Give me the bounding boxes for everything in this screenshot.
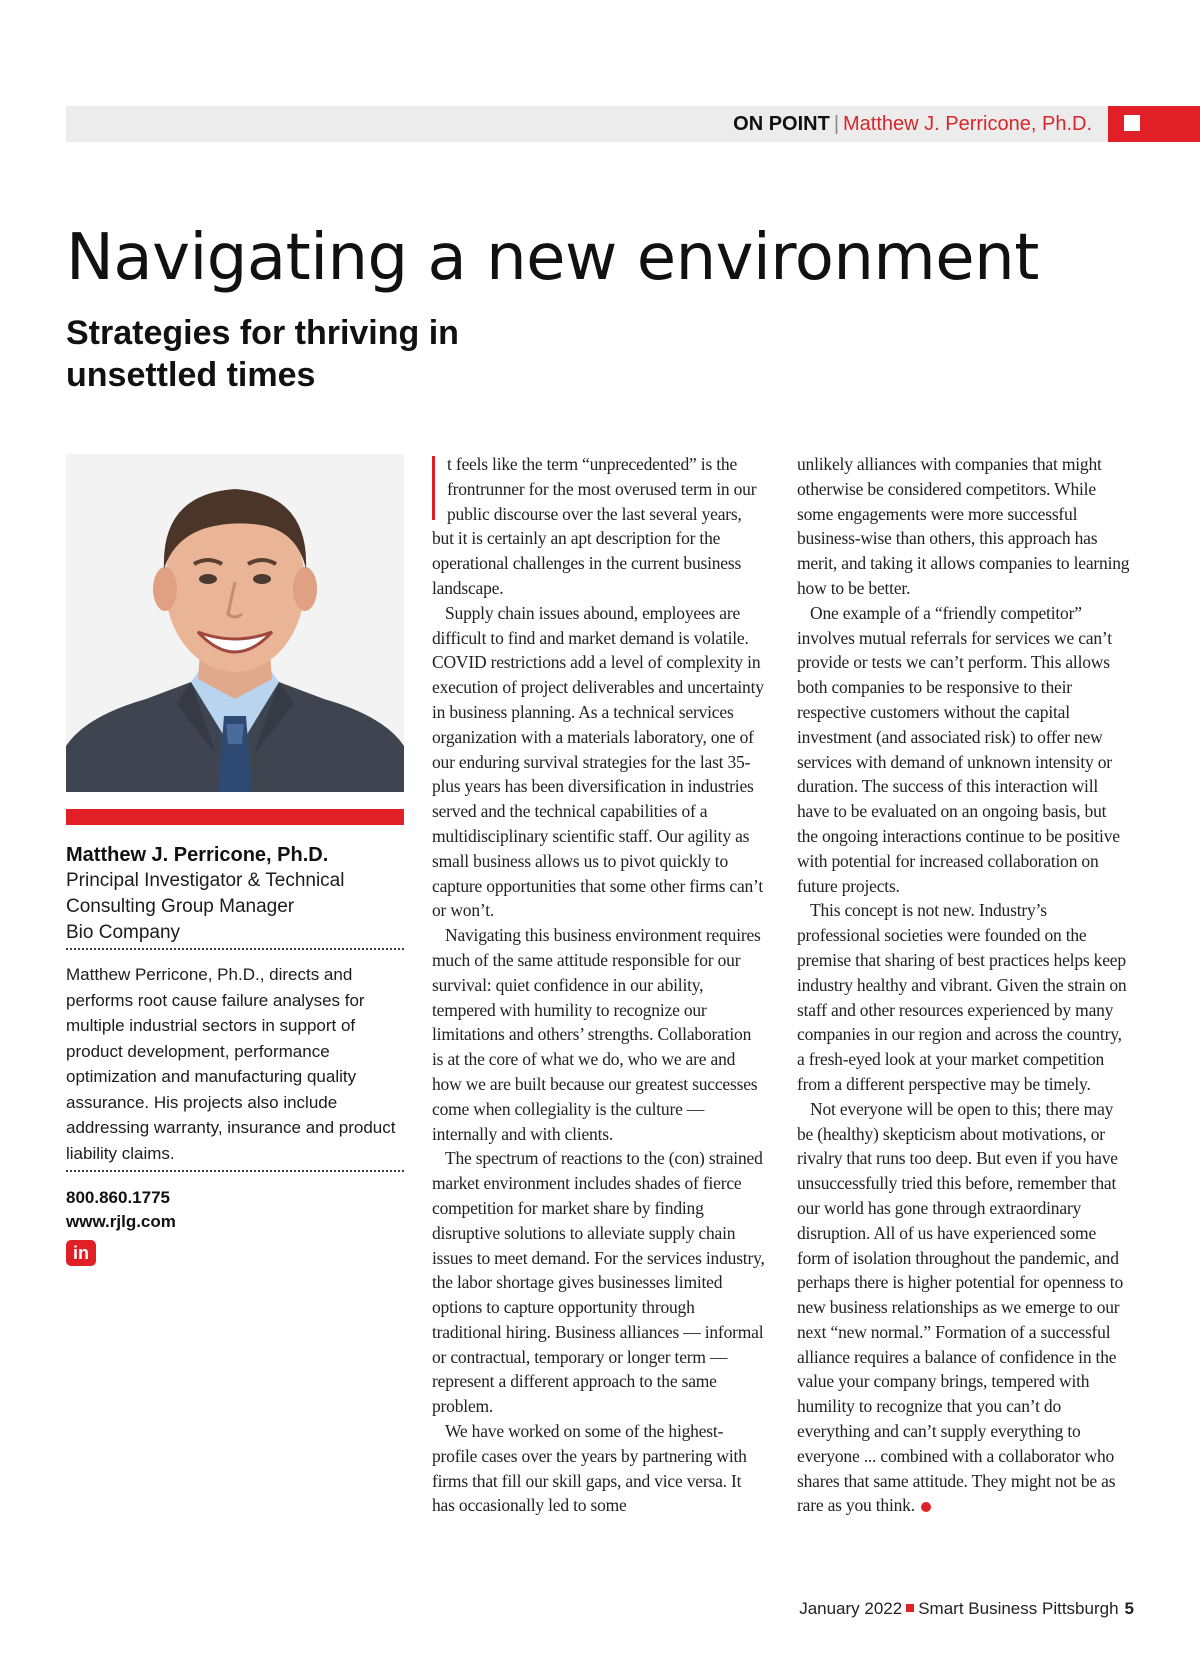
article-paragraph: unlikely alliances with companies that might otherwise be considered competitors. While some engagements were more successful business-wise than others, this approach has merit, and taking it allows companies to learning how to be better. <box>797 454 1130 598</box>
bio-title-line: Consulting Group Manager <box>66 896 295 917</box>
bio-contact <box>66 1186 176 1234</box>
article-paragraph: One example of a “friendly competitor” involves mutual referrals for services we can’t provide or tests we can’t perform. This allows both companies to be responsive to their respective customers without the capital investment (and associated risk) to offer new services with demand of unknown intensity or duration. The success of this interaction will have to be evaluated on an ongoing basis, but the ongoing interactions continue to be positive with potential for increased collaboration on future projects. <box>797 602 1120 896</box>
bio-description: Matthew Perricone, Ph.D., directs and performs root cause failure analyses for multiple industrial sectors in support of product development, performance optimization and manufacturing quality assurance. His projects also include addressing warranty, insurance and product liability claims. <box>66 965 396 1163</box>
article-paragraph: Supply chain issues abound, employees are difficult to find and market demand is volatile. COVID restrictions add a level of complexity in execution of project deliverables and uncertainty in business planning. As a technical services organization with a materials laboratory, one of our enduring survival strategies for the last 35-plus years has been diversification in industries served and the technical capabilities of a multidisciplinary scientific staff. Our agility as small business allows us to pivot quickly to capture opportunities that some other firms can’t or won’t. <box>432 602 764 921</box>
drop-cap-bar <box>432 456 435 520</box>
bio-name: Matthew J. Perricone, Ph.D. <box>66 844 329 866</box>
page-number: 5 <box>1124 1599 1134 1618</box>
article-subheadline: Strategies for thriving in unsettled times <box>66 314 459 394</box>
author-portrait <box>66 454 404 792</box>
paragraph-text: Not everyone will be open to this; there may be (healthy) skepticism about motivations, or rivalry that runs too deep. But even if you have unsuccessfully tried this before, remember that our world has gone through extraordinary disruption. All of us have experienced some form of isolation throughout the pandemic, and perhaps there is higher potential for openness to new business relationships as we emerge to our next “new normal.” Formation of a successful alliance requires a balance of confidence in the value your company brings, tempered with humility to recognize that you can’t do everything and can’t supply everything to everyone ... combined with a collaborator who shares that same attitude. They might not be as rare as you think. <box>797 1098 1124 1516</box>
paragraph-text: t feels like the term “unprecedented” is the frontrunner for the most overused term in our public discourse over the last several years, but it is certainly an apt description for the operational challenges in the current business landscape. <box>432 454 757 598</box>
bio-title-line: Bio Company <box>66 922 181 943</box>
article-paragraph: We have worked on some of the highest-profile cases over the years by partnering with firms that fill our skill gaps, and vice versa. It has occasionally led to some <box>432 1421 747 1516</box>
page-footer <box>799 1598 1134 1620</box>
article-paragraph: This concept is not new. Industry’s professional societies were founded on the premise that sharing of best practices helps keep industry healthy and vibrant. Given the strain on staff and other resources experienced by many companies in our region and across the country, a fresh-eyed look at your market competition from a different perspective may be timely. <box>797 900 1127 1094</box>
header-separator: | <box>833 113 840 135</box>
contact-website[interactable]: www.rjlg.com <box>66 1212 176 1231</box>
bio-divider <box>66 948 404 950</box>
bio-title-line: Principal Investigator & Technical <box>66 870 345 891</box>
section-name: ON POINT <box>733 113 830 135</box>
article-paragraph: Navigating this business environment requires much of the same attitude responsible for our survival: quiet confidence in our ability, tempered with humility to recognize our limitations and others’ strengths. Collaboration is at the core of what we do, who we are and how we are built because our greatest successes come when collegiality is the culture — internally and with clients. <box>432 925 761 1144</box>
contact-phone: 800.860.1775 <box>66 1188 170 1207</box>
section-header-bar <box>66 106 1200 142</box>
footer-date: January 2022 <box>799 1599 903 1618</box>
linkedin-icon[interactable]: in <box>66 1240 96 1266</box>
square-bullet-icon <box>906 1604 914 1612</box>
article-paragraph <box>432 452 766 601</box>
article-column-1 <box>432 452 766 1518</box>
article-headline: Navigating a new environment <box>66 221 1039 295</box>
section-label <box>733 112 1092 136</box>
article-paragraph <box>797 1097 1131 1519</box>
bio-title <box>66 868 406 946</box>
header-author: Matthew J. Perricone, Ph.D. <box>843 113 1092 135</box>
article-paragraph: The spectrum of reactions to the (con) strained market environment includes shades of fierce competition for market share by finding disruptive solutions to alleviate supply chain issues to meet demand. For the services industry, the labor shortage gives businesses limited options to capture opportunity through traditional hiring. Business alliances — informal or contractual, temporary or longer term — represent a different approach to the same problem. <box>432 1148 765 1417</box>
square-icon <box>1124 115 1140 131</box>
bio-divider <box>66 1170 404 1172</box>
footer-publication: Smart Business Pittsburgh <box>918 1599 1119 1618</box>
portrait-accent-bar <box>66 809 404 825</box>
end-mark-icon <box>921 1502 931 1512</box>
header-accent-block <box>1108 106 1200 142</box>
article-column-2 <box>797 452 1131 1518</box>
